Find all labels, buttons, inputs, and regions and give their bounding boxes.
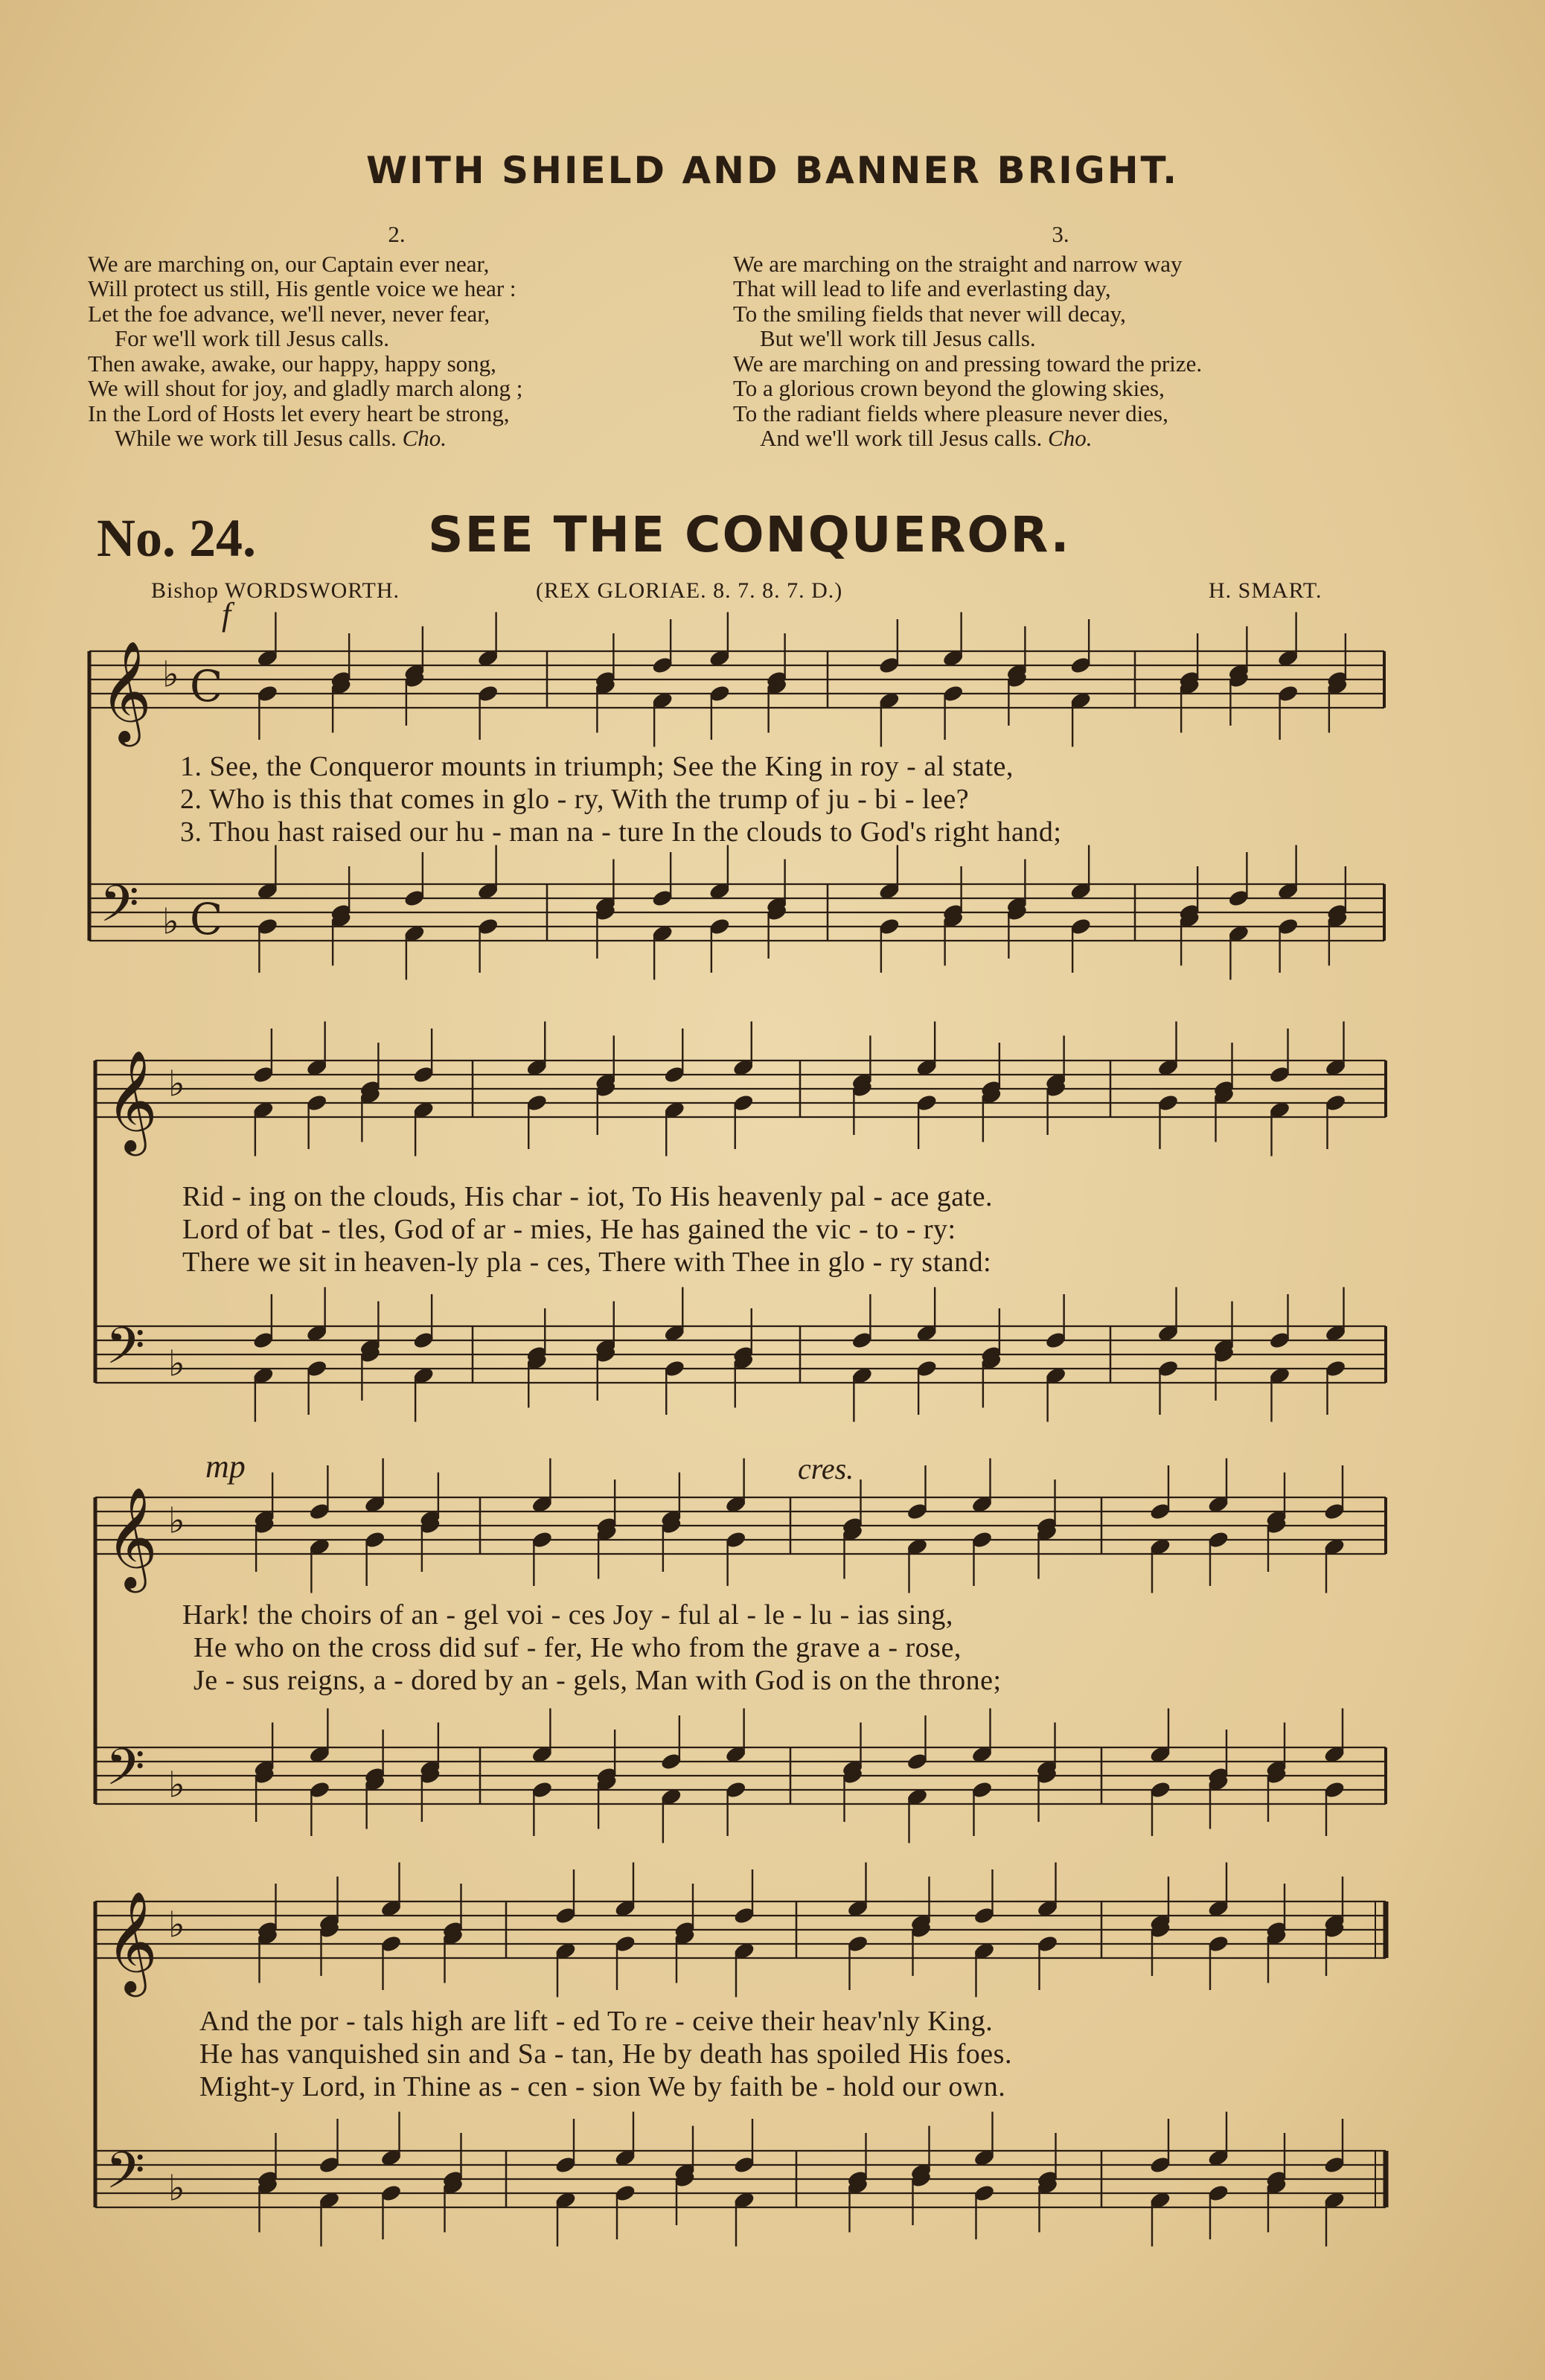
- verse-line: For we'll work till Jesus calls.: [115, 325, 389, 351]
- verse-line-text: And we'll work till Jesus calls.: [760, 425, 1043, 451]
- lyric-line: There we sit in heaven-ly pla - ces, There with Thee in glo - ry stand:: [182, 1247, 992, 1278]
- verse-line: In the Lord of Hosts let every heart be strong,: [88, 400, 510, 426]
- verse-line: Let the foe advance, we'll never, never fear,: [88, 300, 490, 327]
- hymn-title: SEE THE CONQUEROR.: [428, 506, 1071, 563]
- verse-line: We are marching on and pressing toward the prize.: [733, 350, 1203, 377]
- bass-clef-icon: 𝄢: [106, 1317, 145, 1388]
- key-signature-flat-icon: ♭: [162, 653, 179, 696]
- treble-clef-icon: 𝄞: [106, 1049, 158, 1151]
- bass-clef-icon: 𝄢: [106, 2142, 145, 2213]
- verse-line: That will lead to life and everlasting day,: [733, 275, 1111, 301]
- lyric-line: And the por - tals high are lift - ed To re - ceive their heav'nly King.: [199, 2006, 994, 2037]
- key-signature-flat-icon: ♭: [168, 1343, 185, 1385]
- treble-clef-icon: 𝄞: [106, 1890, 158, 1992]
- lyric-line: Hark! the choirs of an - gel voi - ces Joy - ful al - le - lu - ias sing,: [182, 1599, 953, 1631]
- verse-line: To a glorious crown beyond the glowing skies,: [733, 375, 1165, 401]
- treble-clef-icon: 𝄞: [106, 1485, 158, 1588]
- key-signature-flat-icon: ♭: [168, 2167, 185, 2210]
- common-time-icon: C: [190, 661, 223, 711]
- verse-line: We are marching on the straight and narrow way: [733, 250, 1183, 277]
- verse-line: But we'll work till Jesus calls.: [760, 325, 1036, 351]
- verse-line-text: While we work till Jesus calls.: [115, 425, 397, 451]
- lyric-line: 3. Thou hast raised our hu - man na - ture In the clouds to God's right hand;: [180, 816, 1062, 848]
- verse-number: 2.: [388, 221, 406, 247]
- lyric-line: Might-y Lord, in Thine as - cen - sion We by faith be - hold our own.: [199, 2071, 1006, 2102]
- verse-line: To the radiant fields where pleasure never dies,: [733, 400, 1168, 426]
- author-credit: Bishop WORDSWORTH.: [151, 578, 400, 603]
- lyric-line: Je - sus reigns, a - dored by an - gels, Man with God is on the throne;: [193, 1665, 1002, 1696]
- key-signature-flat-icon: ♭: [168, 1500, 185, 1542]
- key-signature-flat-icon: ♭: [168, 1904, 185, 1946]
- verse-number: 3.: [1052, 221, 1069, 247]
- treble-clef-icon: 𝄞: [100, 639, 152, 742]
- lyric-line: He who on the cross did suf - fer, He who from the grave a - rose,: [193, 1632, 962, 1663]
- lyric-line: Rid - ing on the clouds, His char - iot, To His heavenly pal - ace gate.: [182, 1181, 993, 1212]
- bass-clef-icon: 𝄢: [100, 875, 139, 946]
- verse-line: We will shout for joy, and gladly march along ;: [88, 375, 523, 401]
- key-signature-flat-icon: ♭: [168, 1764, 185, 1806]
- verse-line: To the smiling fields that never will decay,: [733, 300, 1126, 327]
- common-time-icon: C: [190, 894, 223, 944]
- chorus-mark: Cho.: [1048, 425, 1093, 451]
- dynamic-mezzo-piano: mp: [205, 1448, 246, 1485]
- dynamic-forte: f: [222, 596, 231, 633]
- key-signature-flat-icon: ♭: [168, 1063, 185, 1105]
- key-signature-flat-icon: ♭: [162, 901, 179, 943]
- verse-line: Will protect us still, His gentle voice we hear :: [88, 275, 516, 301]
- bass-clef-icon: 𝄢: [106, 1738, 145, 1809]
- lyric-line: 1. See, the Conqueror mounts in triumph; See the King in roy - al state,: [180, 751, 1014, 782]
- composer-credit: H. SMART.: [1209, 578, 1322, 603]
- lyric-line: He has vanquished sin and Sa - tan, He by death has spoiled His foes.: [199, 2038, 1012, 2070]
- hymn-number: No. 24.: [97, 508, 256, 568]
- verse-line: Then awake, awake, our happy, happy song,: [88, 350, 496, 377]
- dynamic-crescendo: cres.: [798, 1452, 854, 1485]
- lyric-line: Lord of bat - tles, God of ar - mies, He has gained the vic - to - ry:: [182, 1214, 956, 1245]
- verse-line: We are marching on, our Captain ever near,: [88, 250, 490, 277]
- lyric-line: 2. Who is this that comes in glo - ry, With the trump of ju - bi - lee?: [180, 784, 970, 815]
- previous-hymn-title: WITH SHIELD AND BANNER BRIGHT.: [365, 149, 1180, 192]
- tune-name: (REX GLORIAE. 8. 7. 8. 7. D.): [536, 578, 843, 603]
- chorus-mark: Cho.: [402, 425, 447, 451]
